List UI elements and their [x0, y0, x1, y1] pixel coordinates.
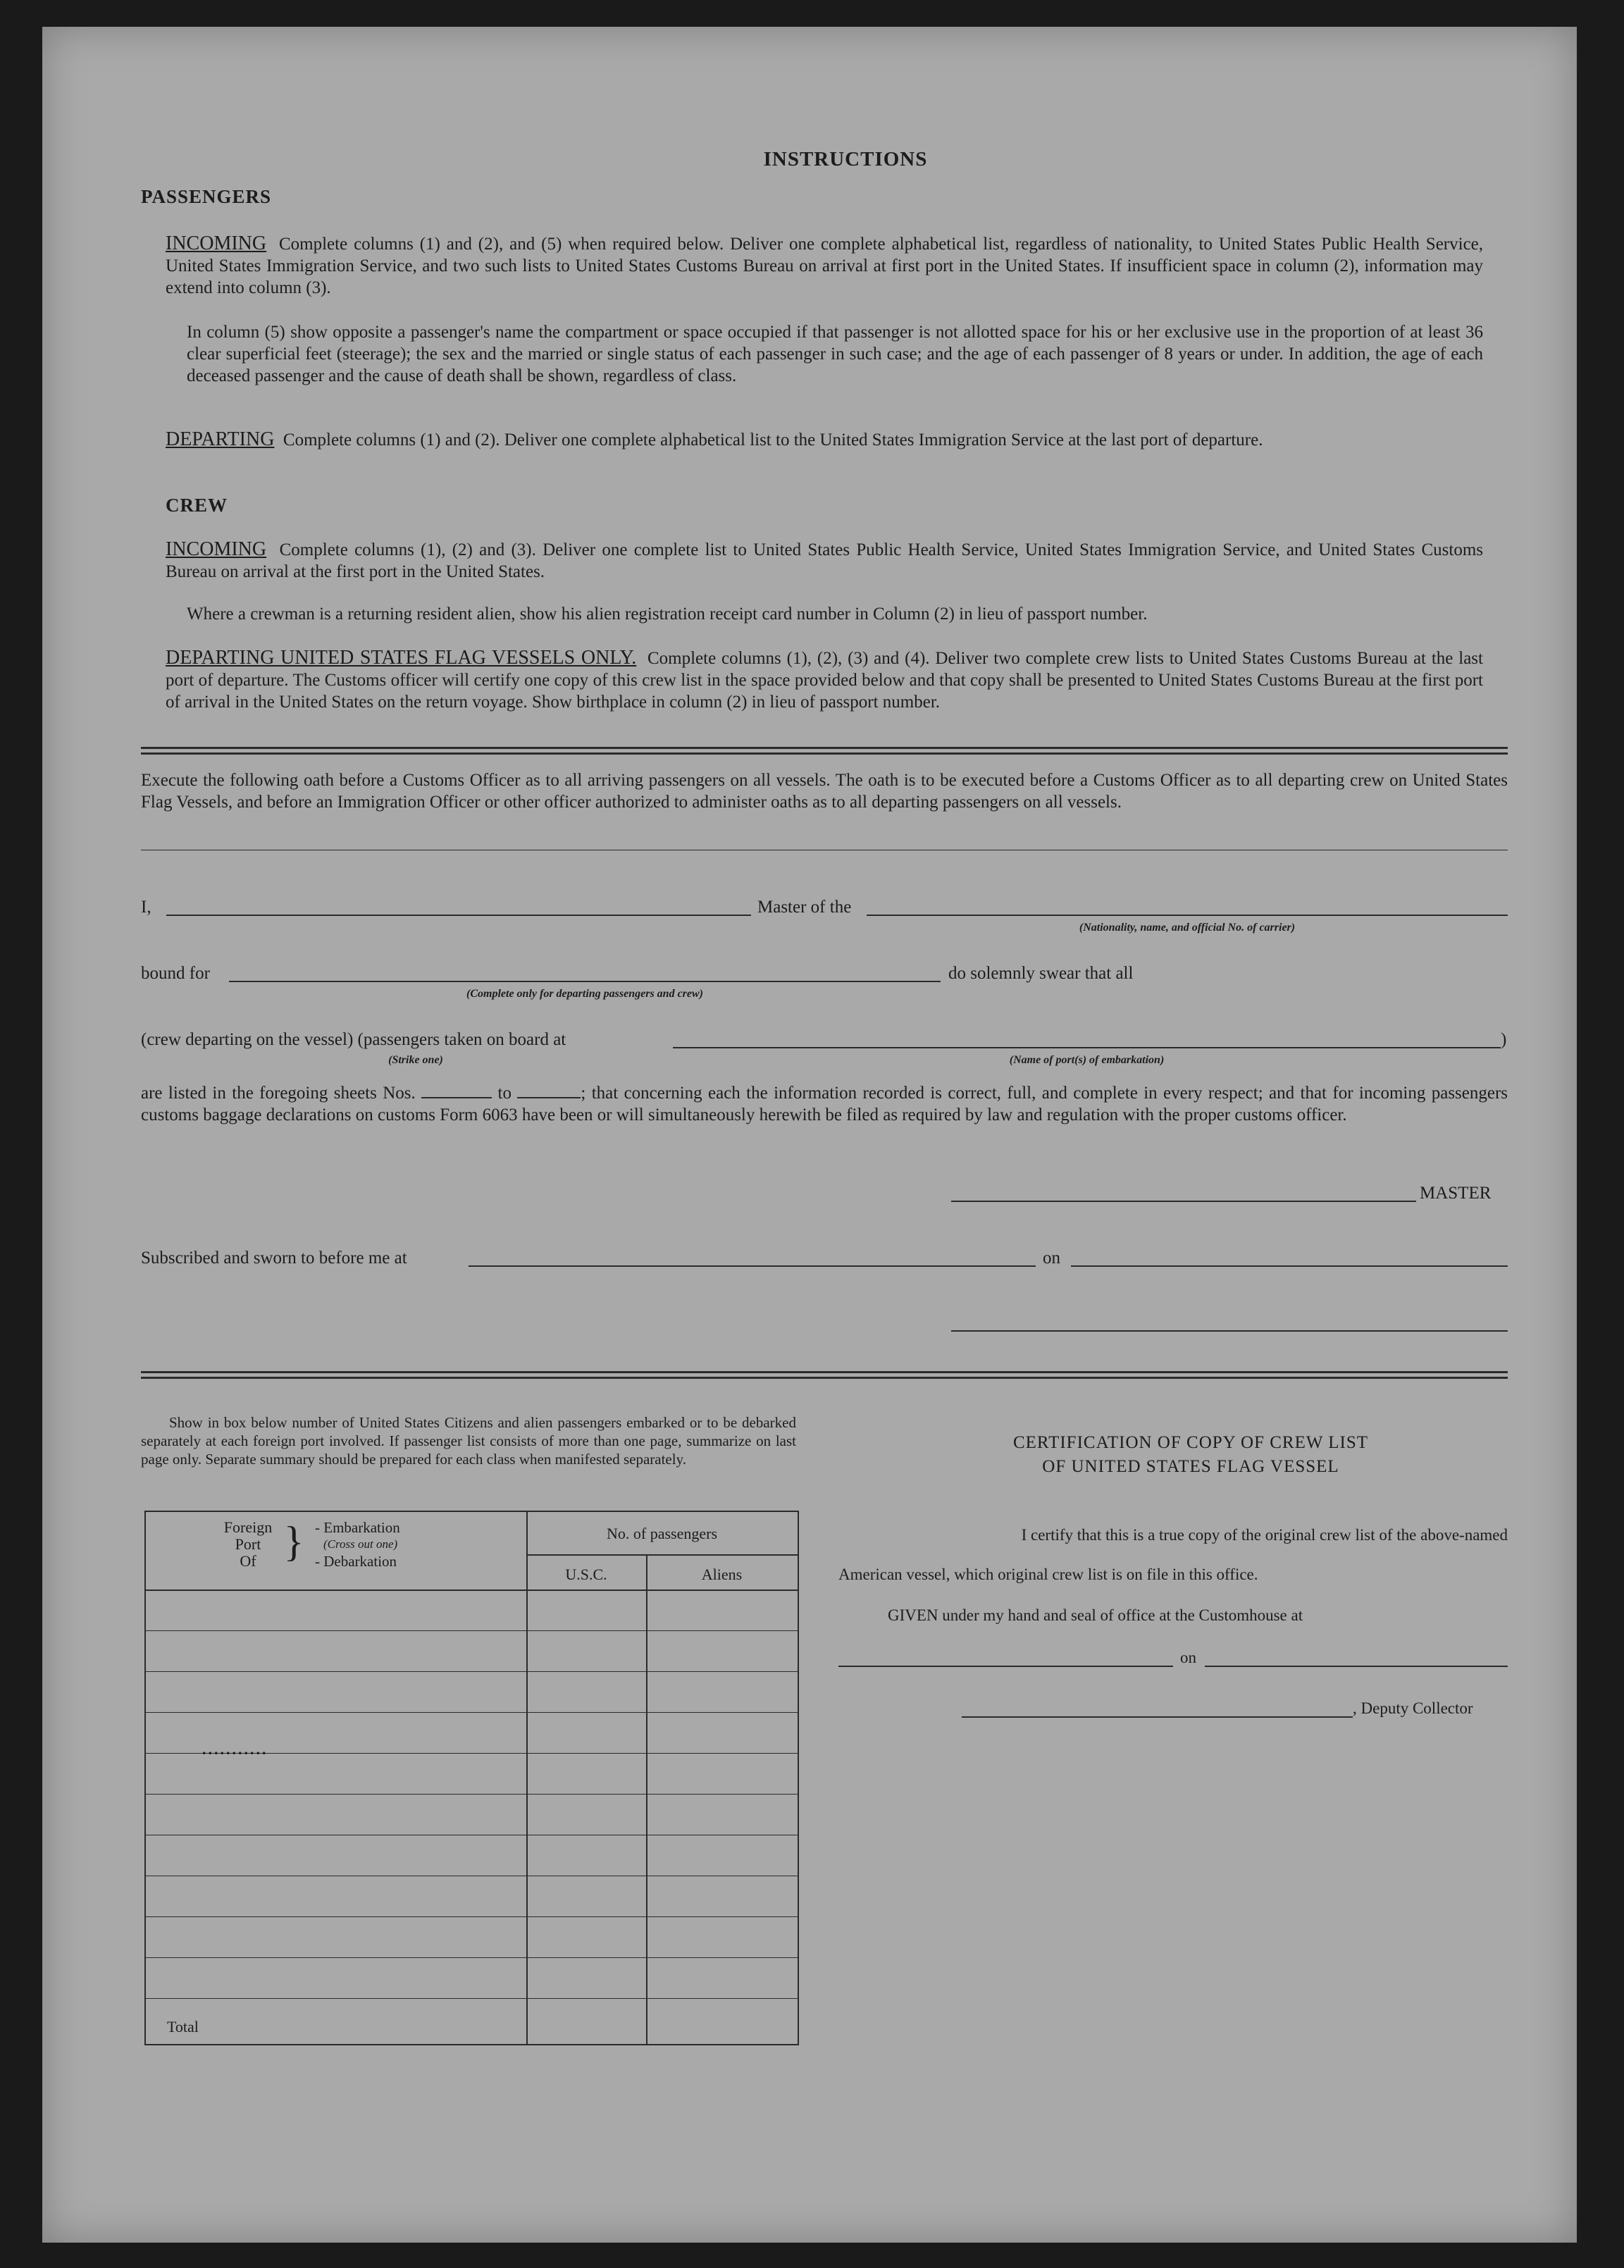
bound-for-label: bound for	[141, 964, 210, 983]
crew-incoming-text: Complete columns (1), (2) and (3). Deliver one complete list to United States Public Health Service, United States Immigration Service, and United States Customs Bureau on arrival at the first port in the United States.	[166, 540, 1483, 581]
customhouse-field[interactable]	[838, 1666, 1173, 1667]
crew-departing-flag-text: Complete columns (1), (2), (3) and (4). Deliver two complete crew lists to United States Customs Bureau at the last port of departure. The Customs officer will certify one copy of this crew list in the space provided below and that copy shall be presented to United States Customs Bureau at the first port of arrival in the United States on the return voyage. Show birthplace in column (2) in lieu of passport number.	[166, 649, 1483, 712]
crew-heading: CREW	[166, 495, 228, 516]
dotted-entry: ...........	[202, 1740, 268, 1758]
carrier-caption: (Nationality, name, and official No. of carrier)	[1079, 922, 1296, 934]
foreign-word: Foreign	[223, 1518, 273, 1536]
subscribed-label: Subscribed and sworn to before me at	[141, 1248, 407, 1268]
embarkation-label: - Embarkation	[315, 1519, 400, 1536]
given-line: GIVEN under my hand and seal of office at the Customhouse at	[888, 1606, 1303, 1624]
page-title: INSTRUCTIONS	[763, 148, 928, 171]
column5-paragraph: In column (5) show opposite a passenger's name the compartment or space occupied if that passenger is not allotted space for his or her exclusive use in the proportion of at least 36 clear superficial feet (steerage); the sex and the married or single status of each passenger in such case; and the age of each passenger of 8 years or under. In addition, the age of each deceased passenger and the cause of death shall be shown, regardless of class.	[187, 323, 1483, 385]
certification-title-2: OF UNITED STATES FLAG VESSEL	[1042, 1457, 1339, 1476]
officer-signature-field[interactable]	[951, 1330, 1508, 1332]
usc-header: U.S.C.	[565, 1566, 607, 1583]
sheets-to: to	[497, 1084, 512, 1103]
crew-incoming-label: INCOMING	[166, 538, 267, 560]
form-sheet	[42, 27, 1577, 2243]
table-col-divider	[526, 1512, 528, 2044]
of-word: Of	[240, 1552, 256, 1570]
brace-glyph: }	[283, 1518, 304, 1565]
sheet-to-field[interactable]	[517, 1083, 581, 1098]
crew-departing-flag-label: DEPARTING UNITED STATES FLAG VESSELS ONLY.	[166, 647, 637, 669]
bound-for-field[interactable]	[229, 981, 941, 982]
master-signature-field[interactable]	[951, 1201, 1416, 1202]
sheets-paragraph	[141, 1082, 1508, 1126]
section-divider	[141, 747, 1508, 755]
aliens-header: Aliens	[701, 1566, 743, 1583]
oath-i-label: I,	[141, 898, 151, 917]
table-row	[146, 1630, 798, 1631]
table-col-divider-2	[646, 1554, 647, 2044]
port-caption: (Name of port(s) of embarkation)	[1009, 1054, 1165, 1066]
foreign-port-of	[213, 1519, 283, 1570]
passengers-departing-text: Complete columns (1) and (2). Deliver one complete alphabetical list to the United States Immigration Service at the last port of departure.	[283, 430, 1263, 450]
swear-label: do solemnly swear that all	[948, 964, 1134, 983]
table-row	[146, 1712, 798, 1713]
certification-date-field[interactable]	[1205, 1666, 1508, 1667]
embark-debark	[315, 1519, 400, 1570]
certify-line-1: I certify that this is a true copy of the original crew list of the above-named	[1021, 1526, 1508, 1544]
table-header-split	[526, 1554, 798, 1556]
subscribed-place-field[interactable]	[469, 1265, 1036, 1267]
subscribed-date-field[interactable]	[1071, 1265, 1508, 1267]
passengers-incoming-paragraph	[166, 233, 1483, 299]
sheets-post: ; that concerning each the information recorded is correct, full, and complete in every respect; and that for incoming passengers customs baggage declarations on customs Form 6063 have been or will simultaneously herewith be filed as required by law and regulation with the proper customs officer.	[141, 1084, 1508, 1124]
table-row	[146, 1590, 798, 1591]
crew-passengers-label: (crew departing on the vessel) (passengers taken on board at	[141, 1030, 566, 1049]
crew-departing-flag-paragraph	[166, 647, 1483, 713]
passengers-departing-paragraph	[166, 428, 1483, 451]
master-of-the-label: Master of the	[757, 898, 852, 917]
passengers-departing-label: DEPARTING	[166, 428, 275, 450]
sheets-pre: are listed in the foregoing sheets Nos.	[141, 1084, 416, 1103]
passenger-summary-table	[144, 1511, 799, 2045]
certify-line-2: American vessel, which original crew list is on file in this office.	[838, 1566, 1258, 1583]
subscribed-on-label: on	[1043, 1248, 1060, 1268]
close-paren: )	[1501, 1030, 1507, 1049]
passengers-incoming-text: Complete columns (1) and (2), and (5) when required below. Deliver one complete alphabetical list, regardless of nationality, to United States Public Health Service, United States Immigration Service, and two such lists to United States Customs Bureau on arrival at first port in the United States. If insufficient space in column (2), information may extend into column (3).	[166, 235, 1484, 297]
table-row	[146, 1671, 798, 1672]
strike-one-caption: (Strike one)	[388, 1054, 443, 1066]
crewman-paragraph: Where a crewman is a returning resident alien, show his alien registration receipt card number in Column (2) in lieu of passport number.	[187, 605, 1148, 624]
deputy-collector-signature[interactable]	[962, 1716, 1353, 1718]
sheet-from-field[interactable]	[421, 1083, 492, 1098]
embarkation-port-field[interactable]	[673, 1047, 1501, 1048]
summary-instructions: Show in box below number of United States Citizens and alien passengers embarked or to be debarked separately at each foreign port involved. If passenger list consists of more than one page, summarize on last page only. Separate summary should be prepared for each class when manifested separately.	[141, 1414, 796, 1468]
deputy-collector-label: , Deputy Collector	[1353, 1699, 1473, 1717]
no-of-passengers-header: No. of passengers	[606, 1525, 718, 1542]
cross-out-label: (Cross out one)	[323, 1537, 398, 1551]
table-row	[146, 1998, 798, 1999]
port-word: Port	[235, 1535, 261, 1553]
certification-title-1: CERTIFICATION OF COPY OF CREW LIST	[1012, 1433, 1369, 1452]
certification-on-label: on	[1180, 1649, 1196, 1666]
oath-intro: Execute the following oath before a Customs Officer as to all arriving passengers on all vessels. The oath is to be executed before a Customs Officer as to all departing crew on United States Flag Vessels, and before an Immigration Officer or other officer authorized to administer oaths as to all departing passengers on all vessels.	[141, 771, 1508, 812]
table-row	[146, 1916, 798, 1917]
bound-for-caption: (Complete only for departing passengers and crew)	[466, 988, 703, 1000]
carrier-field[interactable]	[867, 915, 1508, 916]
table-row	[146, 1794, 798, 1795]
master-name-field[interactable]	[166, 915, 751, 916]
section-divider-2	[141, 1371, 1508, 1379]
table-row	[146, 1957, 798, 1958]
total-label: Total	[167, 2018, 199, 2035]
master-label: MASTER	[1420, 1184, 1492, 1203]
debarkation-label: - Debarkation	[315, 1553, 397, 1570]
passengers-heading: PASSENGERS	[141, 186, 272, 207]
crew-incoming-paragraph	[166, 538, 1483, 583]
passengers-incoming-label: INCOMING	[166, 233, 267, 254]
